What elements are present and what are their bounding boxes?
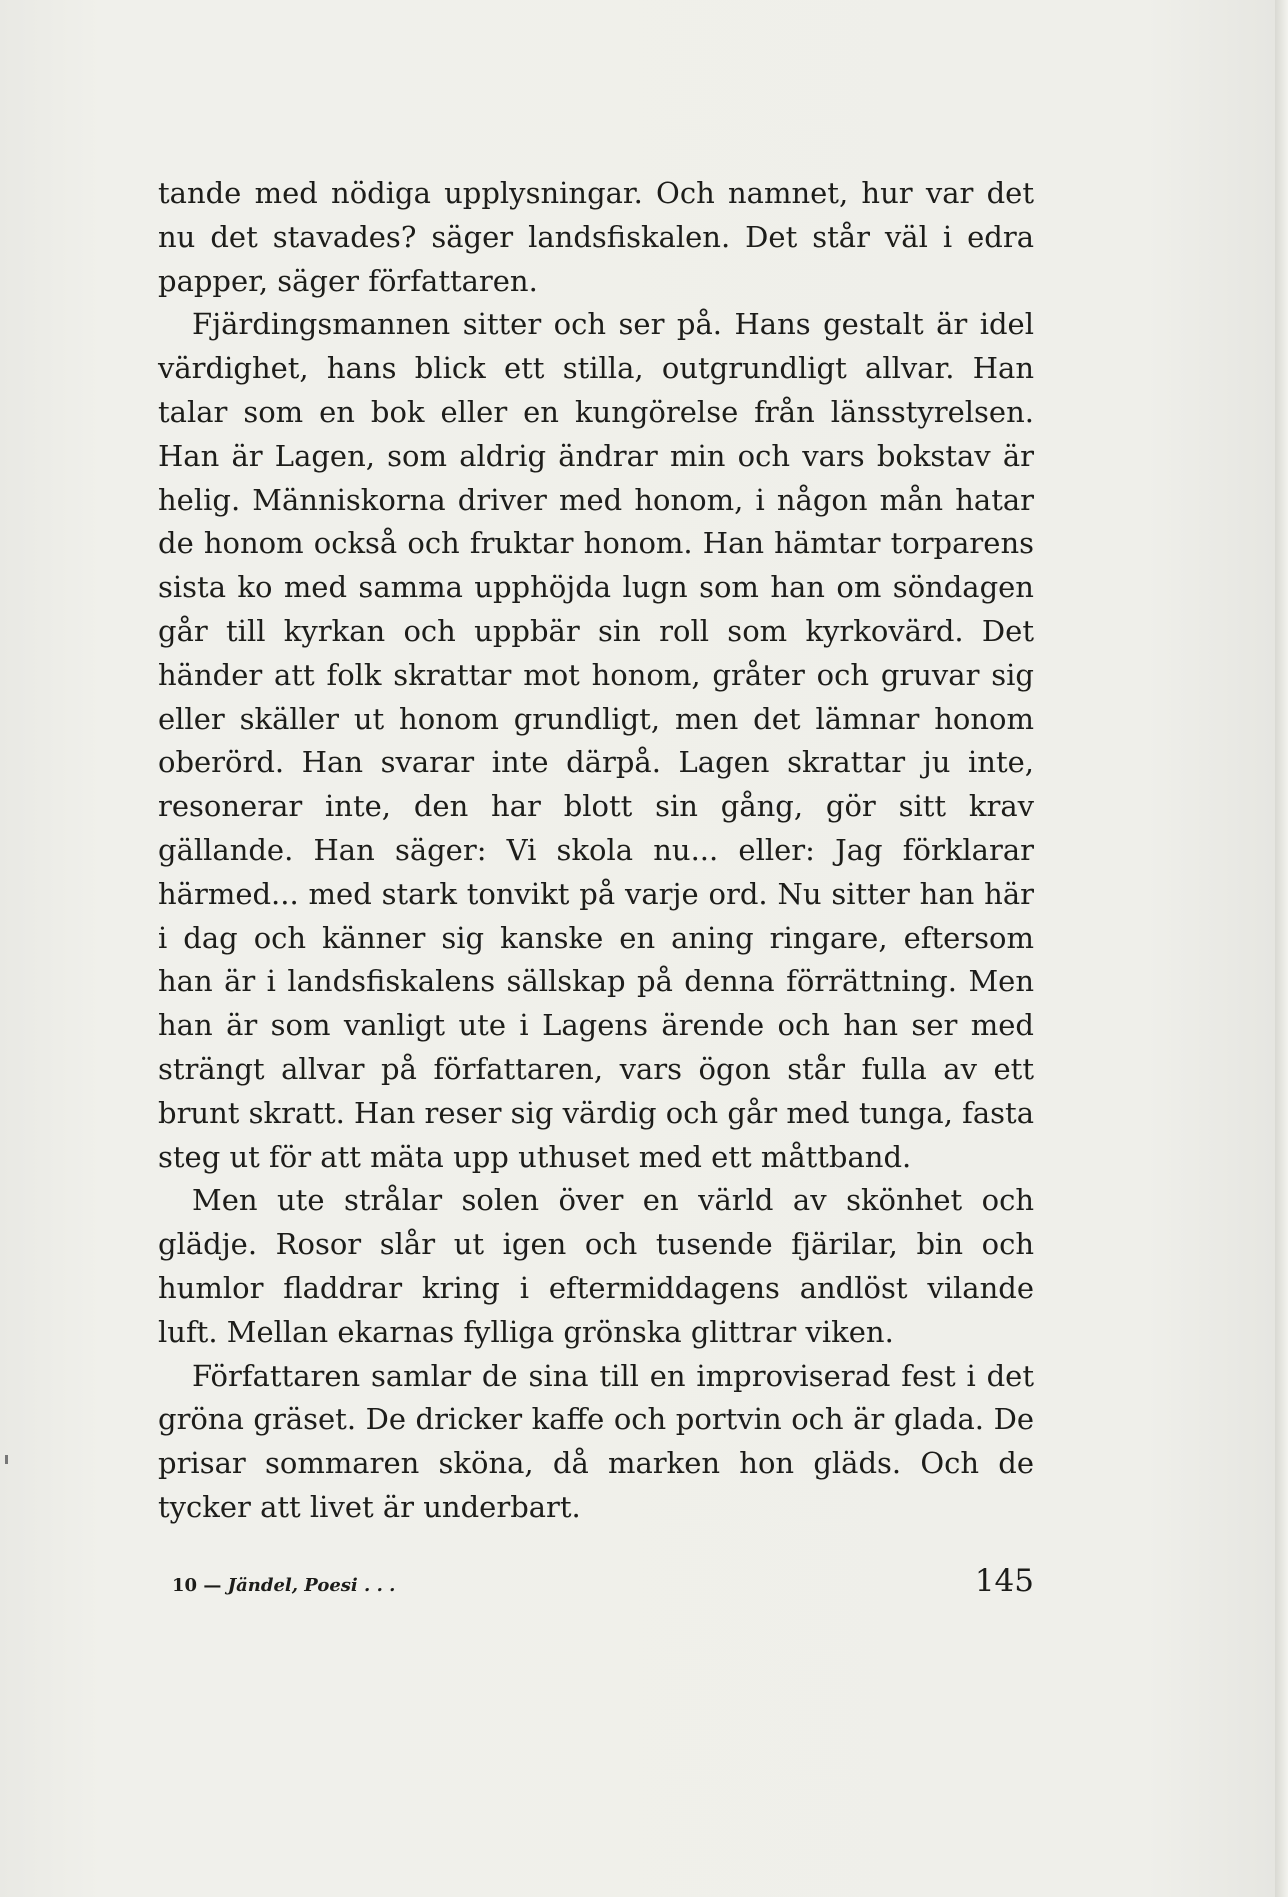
printer-signature-mark xyxy=(172,1575,395,1596)
signature-title: Jändel, Poesi . . . xyxy=(227,1575,396,1596)
body-text xyxy=(158,172,1034,1530)
paragraph-1: tande med nödiga upplysningar. Och namnet, hur var det nu det stavades? säger landsfiskalen. Det står väl i edra papper, säger författaren. xyxy=(158,176,1034,298)
scan-speck xyxy=(5,1455,8,1464)
signature-dash: — xyxy=(197,1575,228,1596)
signature-number: 10 xyxy=(172,1575,198,1596)
page-number: 145 xyxy=(974,1563,1034,1599)
paragraph-4: Författaren samlar de sina till en improviserad fest i det gröna gräset. De dricker kaffe och portvin och är glada. De prisar sommaren sköna, då marken hon gläds. Och de tycker att livet är underbart. xyxy=(158,1358,1034,1524)
paragraph-3: Men ute strålar solen över en värld av skönhet och glädje. Rosor slår ut igen och tusende fjärilar, bin och humlor fladdrar kring i eftermiddagens andlöst vilande luft. Mellan ekarnas fylliga grönska glittrar viken. xyxy=(158,1183,1034,1349)
paragraph-2: Fjärdingsmannen sitter och ser på. Hans gestalt är idel värdighet, hans blick ett stilla, outgrundligt allvar. Han talar som en bok eller en kungörelse från länsstyrelsen. Han är Lagen, som aldrig ändrar min och vars bokstav är helig. Människorna driver med honom, i någon mån hatar de honom också och fruktar honom. Han hämtar torparens sista ko med samma upphöjda lugn som han om söndagen går till kyrkan och uppbär sin roll som kyrkovärd. Det händer att folk skrattar mot honom, gråter och gruvar sig eller skäller ut honom grundligt, men det lämnar honom oberörd. Han svarar inte därpå. Lagen skrattar ju inte, resonerar inte, den har blott sin gång, gör sitt krav gällande. Han säger: Vi skola nu... eller: Jag förklarar härmed... med stark tonvikt på varje ord. Nu sitter han här i dag och känner sig kanske en aning ringare, eftersom han är i landsfiskalens sällskap på denna förrättning. Men han är som vanligt ute i Lagens ärende och han ser med strängt allvar på författaren, vars ögon står fulla av ett brunt skratt. Han reser sig värdig och går med tunga, fasta steg ut för att mäta upp uthuset med ett måttband. xyxy=(158,307,1034,1174)
page-edge-shadow xyxy=(1275,0,1288,1897)
